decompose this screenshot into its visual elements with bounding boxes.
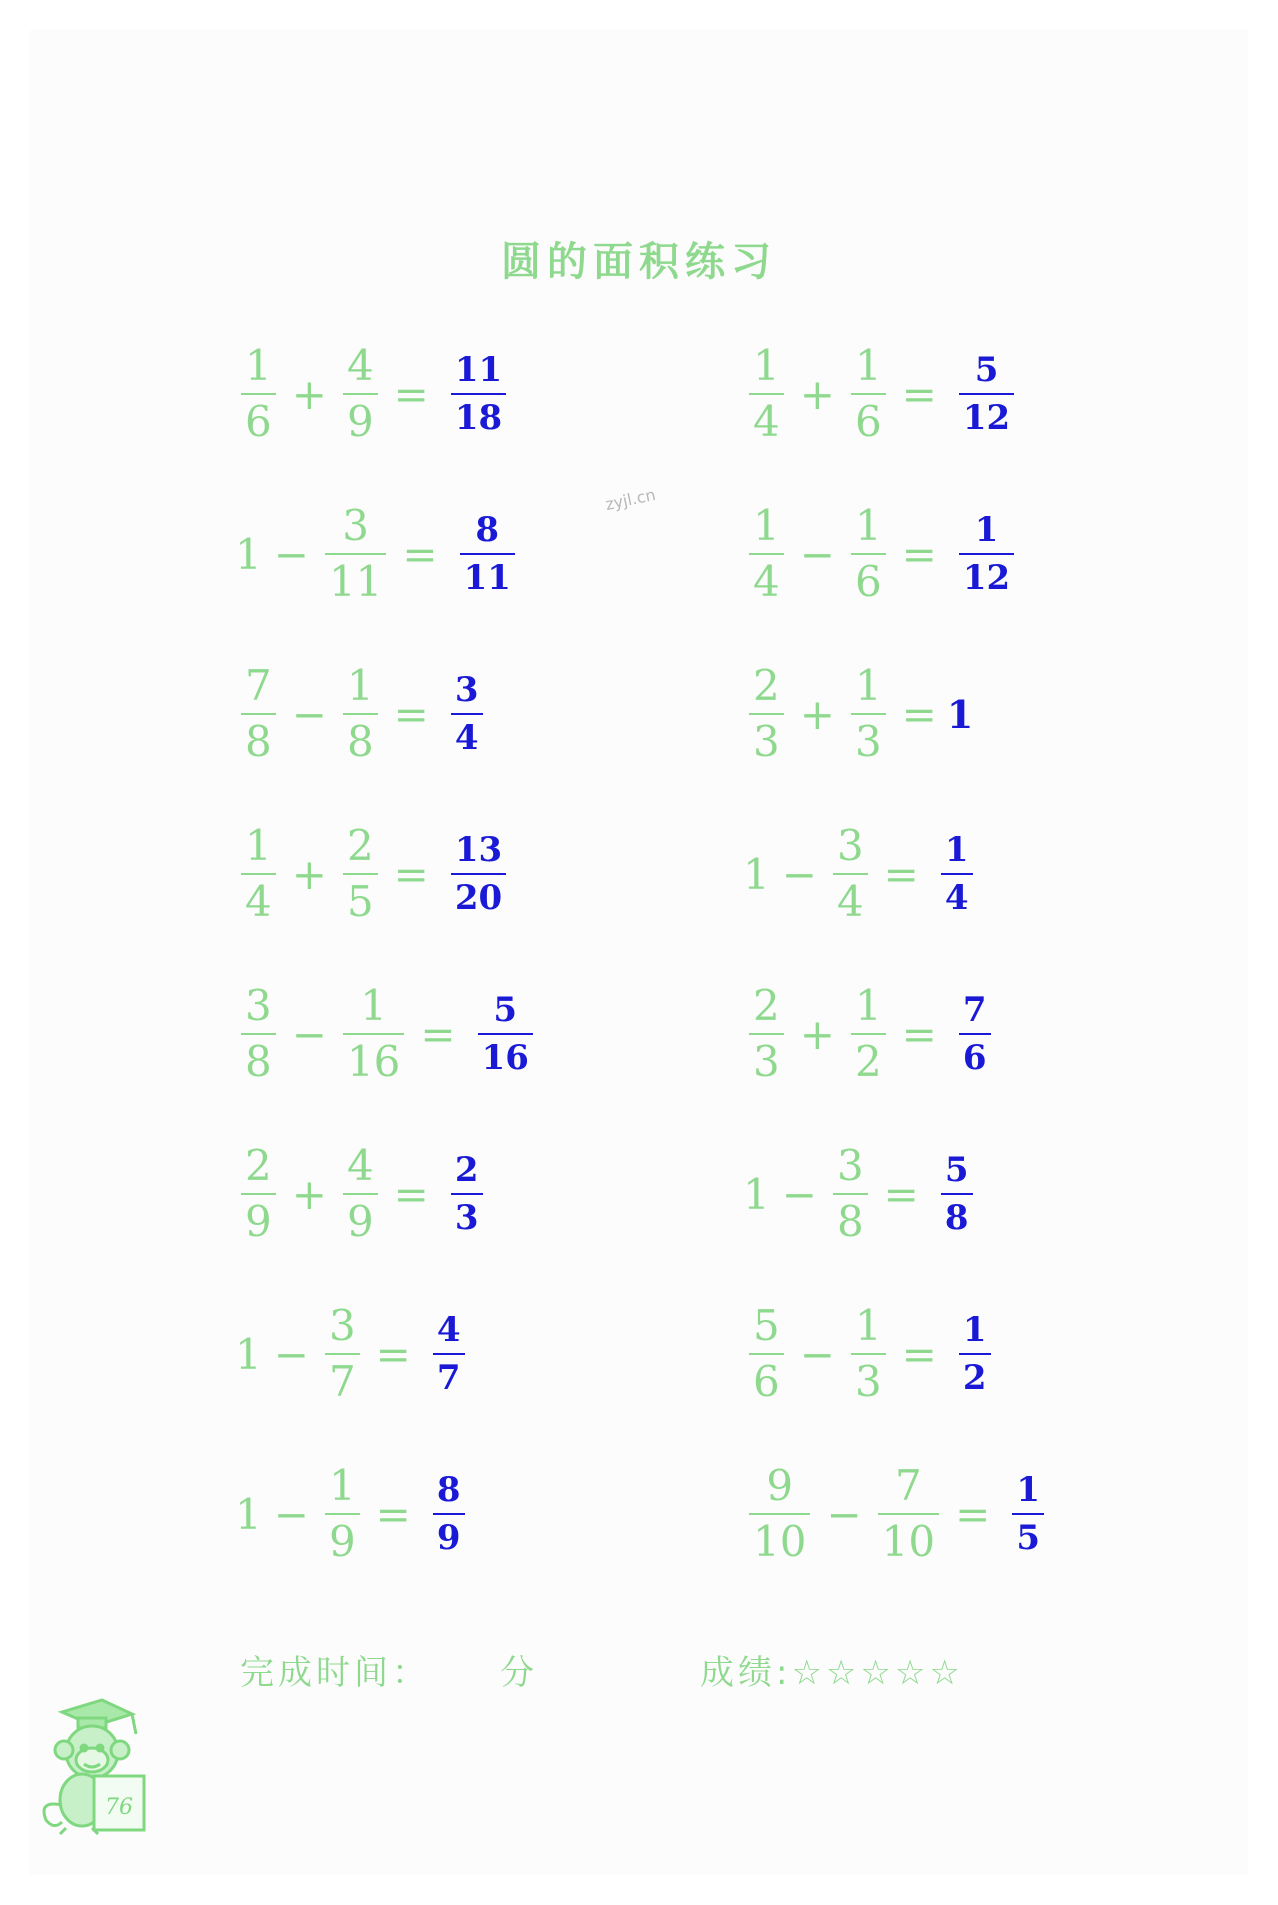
numerator: 1: [854, 501, 882, 550]
equals-sign: =: [393, 369, 429, 419]
fraction: [343, 981, 404, 1086]
equals-sign: =: [375, 1329, 411, 1379]
whole-number: 1: [743, 849, 770, 899]
denominator: 18: [451, 393, 506, 435]
numerator: 1: [1016, 1470, 1040, 1510]
denominator: 6: [959, 1033, 991, 1075]
numerator: 8: [436, 1470, 461, 1510]
numerator: 5: [974, 350, 999, 390]
denominator: 6: [851, 553, 886, 603]
denominator: 11: [325, 553, 386, 603]
denominator: 8: [343, 713, 378, 763]
problem-14: [743, 1301, 997, 1406]
denominator: 3: [749, 713, 784, 763]
numerator: 1: [854, 661, 882, 710]
denominator: 16: [478, 1033, 533, 1075]
equals-sign: =: [955, 1489, 991, 1539]
problem-7: [235, 821, 512, 926]
whole-number: 1: [235, 1329, 262, 1379]
equals-sign: =: [883, 849, 919, 899]
fraction: [325, 1301, 360, 1406]
denominator: 12: [959, 553, 1014, 595]
fraction: [749, 341, 784, 446]
equals-sign: =: [393, 1169, 429, 1219]
numerator: 5: [493, 990, 518, 1030]
denominator: 10: [878, 1513, 939, 1563]
operator: −: [799, 529, 835, 579]
problem-2: [743, 341, 1020, 446]
numerator: 1: [854, 341, 882, 390]
fraction: [241, 981, 276, 1086]
denominator: 20: [451, 873, 506, 915]
numerator: 4: [346, 341, 374, 390]
operator: +: [799, 689, 835, 739]
operator: +: [291, 849, 327, 899]
fraction: [749, 1461, 810, 1566]
operator: −: [291, 689, 327, 739]
whole-number: 1: [235, 529, 262, 579]
numerator: 1: [753, 501, 780, 550]
denominator: 9: [343, 393, 378, 443]
answer-fraction: [451, 1150, 483, 1238]
problem-3: [235, 501, 521, 606]
equals-sign: =: [901, 1329, 937, 1379]
denominator: 8: [241, 1033, 276, 1083]
watermark: zyjl.cn: [603, 484, 658, 515]
numerator: 3: [245, 981, 272, 1030]
fraction: [343, 821, 378, 926]
numerator: 1: [974, 510, 999, 550]
score-label: 成绩:☆☆☆☆☆: [700, 1653, 964, 1693]
fraction: [325, 501, 386, 606]
numerator: 2: [245, 1141, 272, 1190]
page-title: 圆的面积练习: [501, 239, 777, 285]
numerator: 7: [895, 1461, 922, 1510]
operator: −: [799, 1329, 835, 1379]
operator: −: [781, 849, 817, 899]
denominator: 3: [851, 713, 886, 763]
denominator: 5: [1012, 1513, 1044, 1555]
answer-fraction: [959, 1310, 991, 1398]
numerator: 1: [962, 1310, 987, 1350]
operator: −: [291, 1009, 327, 1059]
answer-fraction: [451, 350, 506, 438]
denominator: 6: [851, 393, 886, 443]
denominator: 9: [241, 1193, 276, 1243]
fraction: [343, 661, 378, 766]
fraction: [851, 1301, 886, 1406]
denominator: 4: [941, 873, 973, 915]
fraction: [833, 1141, 868, 1246]
answer-fraction: [959, 990, 991, 1078]
equals-sign: =: [883, 1169, 919, 1219]
equals-sign: =: [393, 689, 429, 739]
numerator: 3: [342, 501, 370, 550]
denominator: 2: [959, 1353, 991, 1395]
page-number: 76: [105, 1795, 133, 1820]
denominator: 3: [451, 1193, 483, 1235]
fraction: [241, 661, 276, 766]
problem-1: [235, 341, 512, 446]
equals-sign: =: [402, 529, 438, 579]
fraction: [241, 821, 276, 926]
fraction: [325, 1461, 360, 1566]
minutes-unit: 分: [500, 1653, 538, 1693]
numerator: 2: [454, 1150, 479, 1190]
problem-4: [743, 501, 1020, 606]
denominator: 9: [433, 1513, 465, 1555]
operator: −: [273, 529, 309, 579]
operator: −: [273, 1489, 309, 1539]
denominator: 7: [325, 1353, 360, 1403]
answer-fraction: [451, 670, 483, 758]
operator: +: [799, 369, 835, 419]
numerator: 8: [475, 510, 500, 550]
denominator: 10: [749, 1513, 810, 1563]
denominator: 8: [941, 1193, 973, 1235]
equals-sign: =: [901, 1009, 937, 1059]
operator: +: [291, 1169, 327, 1219]
denominator: 8: [241, 713, 276, 763]
numerator: 1: [360, 981, 388, 1030]
denominator: 9: [343, 1193, 378, 1243]
fraction: [241, 1141, 276, 1246]
problem-15: [235, 1461, 471, 1566]
numerator: 1: [245, 821, 272, 870]
problem-13: [235, 1301, 471, 1406]
answer-fraction: [451, 830, 506, 918]
answer: 1: [946, 691, 974, 737]
numerator: 2: [346, 821, 374, 870]
problem-5: [235, 661, 489, 766]
numerator: 1: [245, 341, 272, 390]
denominator: 4: [451, 713, 483, 755]
numerator: 2: [753, 661, 780, 710]
fraction: [851, 501, 886, 606]
operator: +: [291, 369, 327, 419]
equals-sign: =: [375, 1489, 411, 1539]
fraction: [878, 1461, 939, 1566]
denominator: 11: [460, 553, 515, 595]
numerator: 4: [346, 1141, 374, 1190]
denominator: 4: [241, 873, 276, 923]
operator: −: [781, 1169, 817, 1219]
numerator: 1: [944, 830, 969, 870]
equals-sign: =: [420, 1009, 456, 1059]
denominator: 6: [241, 393, 276, 443]
fraction: [343, 341, 378, 446]
denominator: 5: [343, 873, 378, 923]
equals-sign: =: [393, 849, 429, 899]
denominator: 16: [343, 1033, 404, 1083]
numerator: 7: [245, 661, 272, 710]
numerator: 1: [753, 341, 780, 390]
whole-number: 1: [235, 1489, 262, 1539]
numerator: 13: [454, 830, 503, 870]
fraction: [851, 341, 886, 446]
answer-fraction: [1012, 1470, 1044, 1558]
numerator: 3: [836, 1141, 864, 1190]
fraction: [749, 501, 784, 606]
numerator: 1: [328, 1461, 356, 1510]
numerator: 1: [854, 1301, 882, 1350]
denominator: 6: [749, 1353, 784, 1403]
numerator: 5: [753, 1301, 780, 1350]
problem-11: [235, 1141, 489, 1246]
denominator: 4: [833, 873, 868, 923]
problem-12: [743, 1141, 979, 1246]
operator: +: [799, 1009, 835, 1059]
problem-16: [743, 1461, 1050, 1566]
numerator: 7: [962, 990, 987, 1030]
denominator: 2: [851, 1033, 886, 1083]
numerator: 9: [766, 1461, 794, 1510]
denominator: 7: [433, 1353, 465, 1395]
answer-fraction: [433, 1310, 465, 1398]
equals-sign: =: [901, 369, 937, 419]
equals-sign: =: [901, 689, 937, 739]
numerator: 3: [836, 821, 864, 870]
numerator: 3: [328, 1301, 356, 1350]
worksheet-page: [30, 30, 1248, 1875]
fraction: [851, 981, 886, 1086]
operator: −: [826, 1489, 862, 1539]
numerator: 1: [346, 661, 374, 710]
monkey-mascot-icon: [32, 1690, 152, 1835]
completion-time-label: 完成时间：: [240, 1653, 430, 1693]
denominator: 8: [833, 1193, 868, 1243]
numerator: 3: [454, 670, 479, 710]
denominator: 12: [959, 393, 1014, 435]
answer-fraction: [433, 1470, 465, 1558]
answer-fraction: [941, 1150, 973, 1238]
problem-6: [743, 661, 974, 766]
fraction: [749, 661, 784, 766]
answer-fraction: [959, 510, 1014, 598]
denominator: 4: [749, 393, 784, 443]
problem-9: [235, 981, 539, 1086]
numerator: 4: [436, 1310, 461, 1350]
denominator: 3: [851, 1353, 886, 1403]
equals-sign: =: [901, 529, 937, 579]
operator: −: [273, 1329, 309, 1379]
answer-fraction: [959, 350, 1014, 438]
numerator: 11: [454, 350, 503, 390]
numerator: 1: [854, 981, 882, 1030]
fraction: [851, 661, 886, 766]
problem-10: [743, 981, 997, 1086]
denominator: 4: [749, 553, 784, 603]
fraction: [833, 821, 868, 926]
denominator: 9: [325, 1513, 360, 1563]
fraction: [749, 981, 784, 1086]
fraction: [241, 341, 276, 446]
fraction: [749, 1301, 784, 1406]
numerator: 2: [753, 981, 780, 1030]
answer-fraction: [460, 510, 515, 598]
denominator: 3: [749, 1033, 784, 1083]
answer-fraction: [941, 830, 973, 918]
answer-fraction: [478, 990, 533, 1078]
problem-8: [743, 821, 979, 926]
fraction: [343, 1141, 378, 1246]
numerator: 5: [944, 1150, 969, 1190]
whole-number: 1: [743, 1169, 770, 1219]
